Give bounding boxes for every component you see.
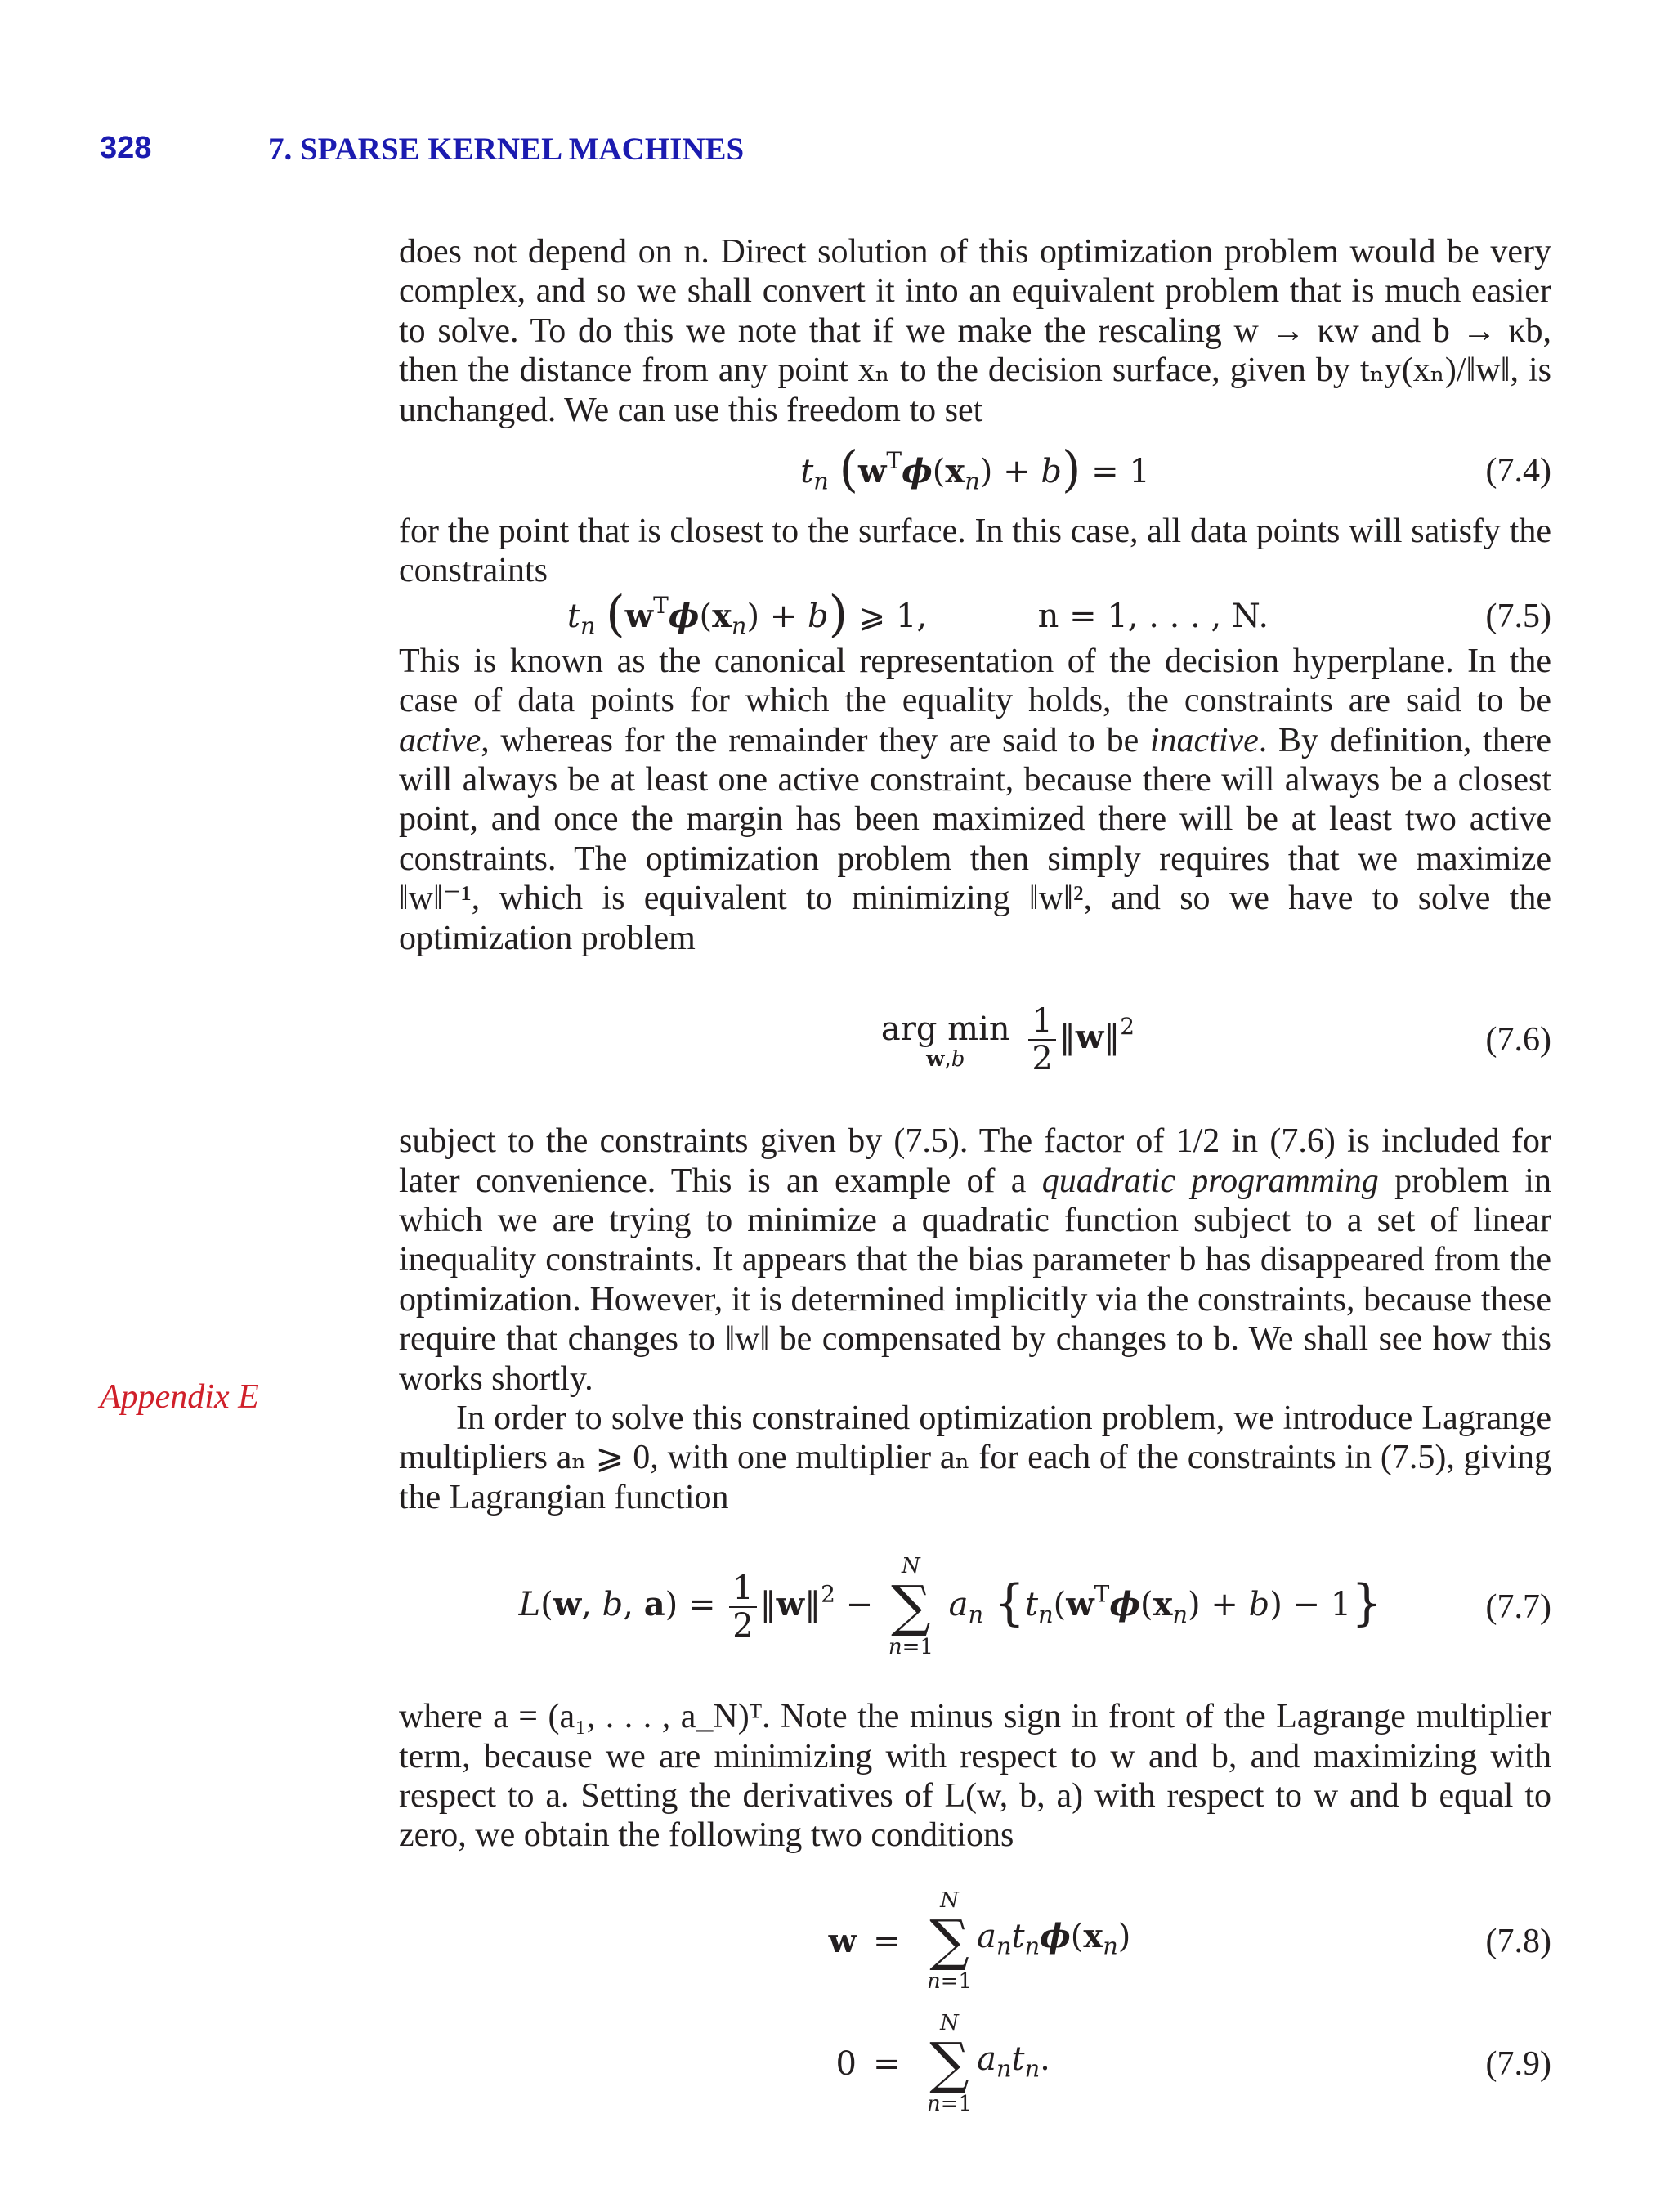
equation-7-4-math: $t_n$ $(w^T\phi(x_n) + b) = 1$ (800, 441, 1150, 499)
term-quadratic-programming: quadratic programming (1041, 1162, 1379, 1200)
equation-array-7-8-7-9 (399, 1880, 1551, 2125)
equation-number: (7.7) (1485, 1587, 1551, 1626)
equation-number: (7.6) (1485, 1020, 1551, 1059)
paragraph-3-text: , whereas for the remainder they are said to be (481, 721, 1150, 759)
equation-7-9: 0 = N ∑ n=1 $a_nt_n$. (7.9) (835, 2010, 1551, 2116)
paragraph-2: for the point that is closest to the surface. In this case, all data points will satisfy the constraints (399, 513, 1551, 590)
equation-number: (7.4) (1485, 451, 1551, 490)
page-body (399, 232, 1551, 2125)
paragraph-4-text: problem in which we are trying to minimize a quadratic function subject to a set of linear inequality constraints. It appears that the bias parameter b has disappeared from the optimization. However, it is determined implicitly via the constraints, because these require that changes to ‖w‖ be compensated by changes to b. We shall see how this works shortly. (399, 1162, 1551, 1398)
paragraph-3-text: . By definition, there will always be at least one active constraint, because there will always be a closest point, and once the margin has been maximized there will be at least two active constraints. The optimization problem then simply requires that we maximize ‖w‖⁻¹, which is equivalent to minimizing ‖w‖², and so we have to solve the optimization problem (399, 721, 1551, 957)
equation-7-7 (399, 1517, 1551, 1697)
term-inactive: inactive (1149, 721, 1259, 759)
paragraph-1: does not depend on n. Direct solution of this optimization problem would be very complex, and so we shall convert it into an equivalent problem that is much easier to solve. To do this we note that if we make the rescaling w → κw and b → κb, then the distance from any point xₙ to the decision surface, given by tₙy(xₙ)/‖w‖, is unchanged. We can use this freedom to set (399, 233, 1551, 429)
equation-number: (7.8) (1485, 1922, 1551, 1960)
chapter-title: 7. SPARSE KERNEL MACHINES (268, 132, 745, 167)
equation-7-6-math: arg min w,b $\frac{1}{2}$ ‖w‖$^2$ (880, 1002, 1135, 1078)
paragraph-3-text: This is known as the canonical representation of the decision hyperplane. In the case of data points for which the equality holds, the constraints are said to be (399, 642, 1551, 720)
equation-7-8: w = N ∑ n=1 $a_nt_n\phi(x_n)$ (7.8) (828, 1887, 1551, 1994)
margin-note-appendix[interactable]: Appendix E (100, 1378, 259, 1416)
equation-7-7-math: L(w, b, a) = $\frac{1}{2}$ ‖w‖$^2$ − N ∑ n=1 $a_n$ $\{t_n(w^T\phi(x_n) + b) - 1\}$ (518, 1553, 1383, 1660)
term-active: active (399, 721, 481, 759)
equation-number: (7.9) (1485, 2044, 1551, 2083)
equation-7-5 (399, 586, 1551, 644)
paragraph-6: where a = (a₁, . . . , a_N)ᵀ. Note the minus sign in front of the Lagrange multiplier term, because we are minimizing with respect to w and b, and maximizing with respect to a. Setting the derivatives of L(w, b, a) with respect to w and b equal to zero, we obtain the following two conditions (399, 1698, 1551, 1855)
equation-7-6 (399, 958, 1551, 1122)
paragraph-5: In order to solve this constrained optimization problem, we introduce Lagrange multipliers aₙ ⩾ 0, with one multiplier aₙ for each of the constraints in (7.5), giving the Lagrangian function (399, 1399, 1551, 1516)
equation-7-4 (399, 430, 1551, 512)
paragraph-4-text: subject to the constraints given by (7.5). The factor of 1/2 in (7.6) is included for later convenience. This is an example of a (399, 1122, 1551, 1200)
paragraph-3 (399, 642, 1551, 958)
page-number: 328 (100, 131, 152, 165)
paragraph-4 (399, 1122, 1551, 1399)
equation-7-5-math: $t_n$ $(w^T\phi(x_n) + b)$ ⩾ 1, n = 1, . . . , N. (566, 586, 1269, 644)
equation-number: (7.5) (1485, 597, 1551, 635)
equation-7-5-range: n = 1, . . . , N. (1037, 598, 1269, 636)
